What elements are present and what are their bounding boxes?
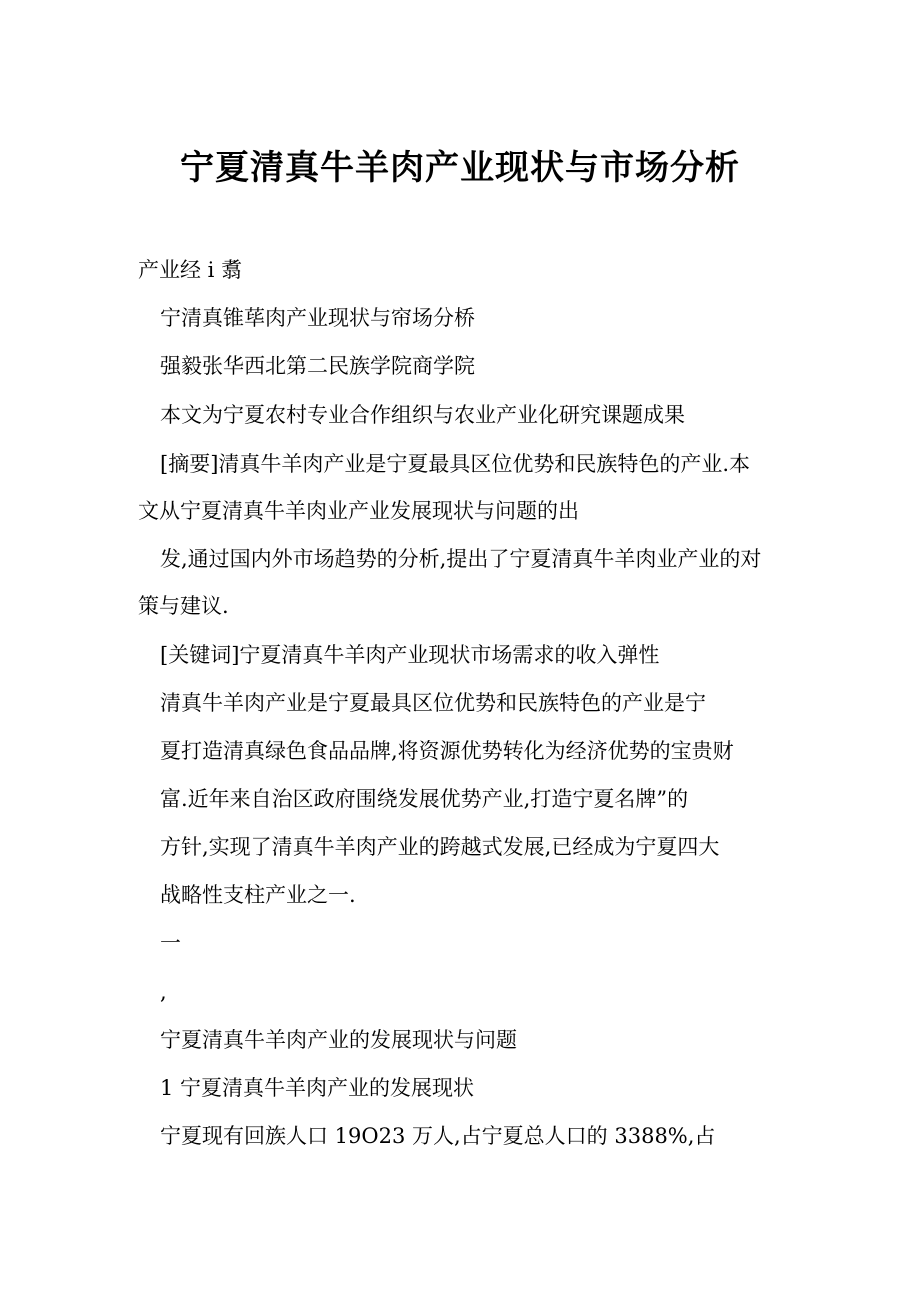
text-line-subtitle: 宁清真锥荜肉产业现状与帘场分桥 <box>160 306 475 330</box>
text-line-body-3: 富.近年来自治区政府围绕发展优势产业,打造宁夏名牌”的 <box>160 787 689 811</box>
text-line-section-heading: 宁夏清真牛羊肉产业的发展现状与问题 <box>160 1028 517 1052</box>
text-line-body-2: 夏打造清真绿色食品品牌,将资源优势转化为经济优势的宝贵财 <box>160 739 734 763</box>
text-line-abstract-4: 策与建议. <box>138 594 229 618</box>
text-line-funding-note: 本文为宁夏农村专业合作组织与农业产业化研究课题成果 <box>160 403 685 427</box>
text-line-section-number: 一 <box>160 931 181 955</box>
text-line-body-5: 战略性支柱产业之一. <box>160 883 356 907</box>
text-line-comma: , <box>160 980 167 1004</box>
text-line-body-6: 宁夏现有回族人口 19O23 万人,占宁夏总人口的 3388%,占 <box>160 1124 716 1148</box>
text-line-abstract-1: [摘要]清真牛羊肉产业是宁夏最具区位优势和民族特色的产业.本 <box>160 452 751 476</box>
text-line-authors: 强毅张华西北第二民族学院商学院 <box>160 354 475 378</box>
text-line-keywords: [关键词]宁夏清真牛羊肉产业现状市场需求的收入弹性 <box>160 643 660 667</box>
document-title: 宁夏清真牛羊肉产业现状与市场分析 <box>180 148 740 188</box>
text-line-journal-label: 产业经 i 翥 <box>138 258 243 282</box>
text-line-body-1: 清真牛羊肉产业是宁夏最具区位优势和民族特色的产业是宁 <box>160 691 706 715</box>
text-line-body-4: 方针,实现了清真牛羊肉产业的跨越式发展,已经成为宁夏四大 <box>160 835 720 859</box>
text-line-subsection-heading: 1 宁夏清真牛羊肉产业的发展现状 <box>160 1076 475 1100</box>
text-line-abstract-2: 文从宁夏清真牛羊肉业产业发展现状与问题的出 <box>138 499 579 523</box>
text-line-abstract-3: 发,通过国内外市场趋势的分析,提出了宁夏清真牛羊肉业产业的对 <box>160 547 762 571</box>
